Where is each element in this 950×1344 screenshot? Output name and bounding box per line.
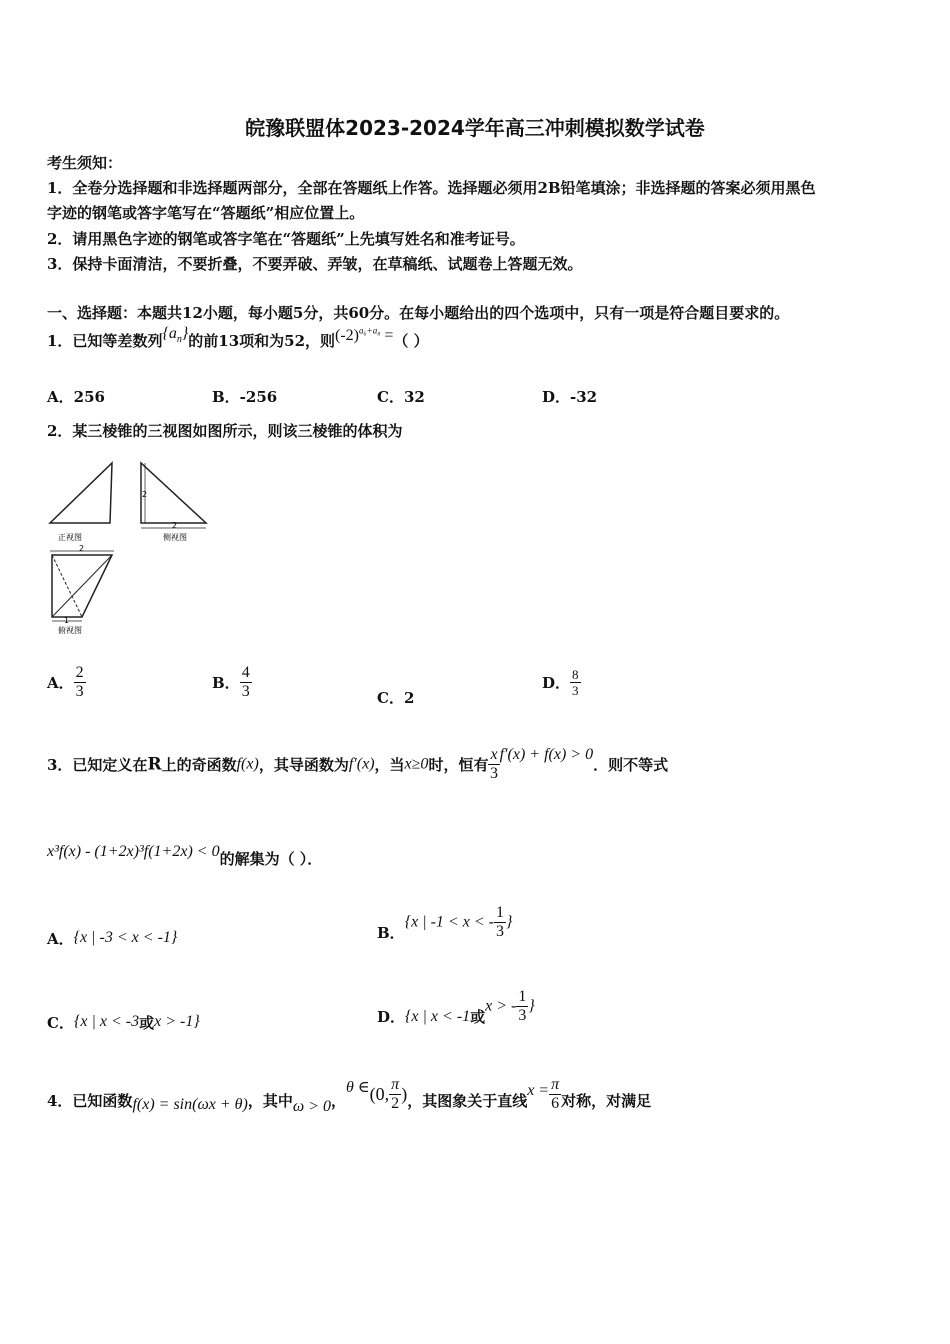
q4-function: f(x) = sin(ωx + θ) — [132, 1095, 248, 1113]
section-heading: 一、选择题：本题共12小题，每小题5分，共60分。在每小题给出的四个选项中，只有一项是符合题目要求的。 — [47, 304, 790, 322]
notice-line-1b: 字迹的钢笔或答字笔写在“答题纸”相应位置上。 — [47, 204, 365, 222]
q4-comma: ， — [330, 1092, 346, 1110]
q2-b-label: B． — [212, 674, 240, 692]
q4-interval-open: (0, — [369, 1084, 390, 1104]
front-view-label: 正视图 — [58, 533, 82, 542]
q3-option-b — [377, 904, 512, 941]
q4-two: 2 — [391, 1095, 400, 1112]
q3-c-part-a: {x | x < -3 — [73, 1013, 140, 1030]
side-view — [141, 463, 206, 542]
q3-condition: x≥0 — [404, 755, 429, 773]
question-2: 2．某三棱锥的三视图如图所示，则该三棱锥的体积为 — [47, 422, 403, 440]
q3-b-den: 3 — [495, 923, 504, 940]
q3-b-label: B． — [377, 924, 405, 942]
q1-exponent: a₆+a₈ — [359, 325, 381, 336]
q3-text-4: ，当 — [374, 756, 405, 774]
q2-d-label: D． — [542, 674, 571, 692]
top-view — [50, 544, 114, 635]
q3-b-post: } — [505, 913, 513, 931]
q3-d-post: } — [528, 997, 535, 1015]
q4-text-4: 对称，对满足 — [561, 1092, 652, 1110]
q3-c-part-b: x > -1} — [154, 1013, 200, 1030]
side-view-label: 侧视图 — [163, 533, 187, 542]
q3-b-pre: {x | -1 < x < - — [404, 913, 494, 931]
q3-text-2: 上的奇函数 — [161, 756, 237, 774]
q3-a-value: {x | -3 < x < -1} — [73, 929, 178, 946]
q3-text-5: 时，恒有 — [428, 756, 489, 774]
q2-d-num: 8 — [572, 667, 579, 682]
q1-option-a: A．256 — [47, 388, 105, 406]
side-view-height: 2 — [142, 490, 148, 499]
q1-equals: = — [384, 327, 394, 344]
q1-expression — [335, 327, 393, 344]
q2-a-num: 2 — [75, 664, 84, 681]
q3-option-a — [47, 928, 177, 949]
q3-d-num: 1 — [518, 988, 527, 1005]
side-view-width: 2 — [172, 521, 178, 530]
q1-seq-sub: n — [176, 334, 182, 346]
notice-line-1: 1．全卷分选择题和非选择题两部分，全部在答题纸上作答。选择题必须用2B铅笔填涂；非选择题的答案必须用黑色 — [47, 179, 816, 197]
q4-text-3: ，其图象关于直线 — [407, 1092, 528, 1110]
q3-d-fraction — [516, 988, 528, 1025]
q3-b-num: 1 — [495, 904, 504, 921]
q2-a-label: A． — [47, 674, 74, 692]
q4-text-2: ，其中 — [247, 1092, 293, 1110]
notice-line-2: 2．请用黑色字迹的钢笔或答字笔在“答题纸”上先填写姓名和准考证号。 — [47, 230, 525, 248]
q2-b-den: 3 — [241, 683, 250, 700]
q3-c-label: C． — [47, 1014, 74, 1032]
q2-d-fraction — [570, 667, 581, 698]
q3-d-part-a: {x | x < -1 — [405, 1007, 471, 1025]
notice-heading: 考生须知： — [47, 154, 123, 172]
q3-fx: f(x) — [236, 755, 259, 773]
q4-pi-over-6 — [549, 1076, 561, 1113]
q3-d-part-b: x > - — [485, 997, 517, 1015]
top-view-label: 俯视图 — [58, 626, 82, 635]
q3-option-d — [377, 988, 535, 1025]
q3-fraction — [488, 746, 499, 783]
q2-option-c: C．2 — [377, 689, 415, 707]
q1-option-c: C．32 — [377, 388, 425, 406]
q1-seq-open: {a — [162, 325, 177, 342]
question-4 — [47, 1076, 651, 1113]
q2-option-b — [212, 664, 252, 701]
q2-b-num: 4 — [241, 664, 250, 681]
q3-text-1: 3．已知定义在 — [47, 756, 148, 774]
q4-pi-over-2 — [389, 1076, 401, 1113]
q2-option-a — [47, 664, 86, 701]
q3-text-6: ．则不等式 — [593, 756, 669, 774]
q3-inequality: f′(x) + f(x) > 0 — [499, 745, 594, 763]
q2-a-den: 3 — [75, 683, 84, 700]
q1-text-3: （ ） — [393, 332, 429, 350]
q3-b-fraction — [494, 904, 506, 941]
q1-text-2: 的前13项和为52，则 — [188, 332, 336, 350]
q3-d-or: 或 — [470, 1008, 486, 1026]
q1-text-1: 1．已知等差数列 — [47, 332, 163, 350]
q4-omega: ω > 0 — [292, 1097, 331, 1115]
q3-r: R — [147, 754, 162, 775]
q2-b-fraction — [240, 664, 252, 701]
q3-text-3: ，其导函数为 — [258, 756, 349, 774]
q3-c-or: 或 — [139, 1014, 155, 1032]
q4-theta: θ ∈ — [345, 1078, 370, 1096]
q2-a-fraction — [74, 664, 86, 701]
q1-base: (-2) — [335, 327, 359, 344]
q4-pi-2: π — [551, 1076, 560, 1093]
page-title: 皖豫联盟体2023-2024学年高三冲刺模拟数学试卷 — [245, 116, 705, 140]
q3-d-label: D． — [377, 1008, 406, 1026]
q4-six: 6 — [551, 1095, 560, 1112]
q3-frac-num: x — [490, 746, 498, 763]
notice-line-3: 3．保持卡面清洁，不要折叠，不要弄破、弄皱，在草稿纸、试题卷上答题无效。 — [47, 255, 583, 273]
q4-text-1: 4．已知函数 — [47, 1092, 133, 1110]
top-view-bottom: 1 — [64, 616, 70, 625]
q4-pi: π — [391, 1076, 400, 1093]
q4-x-equals: x = — [527, 1081, 550, 1099]
top-view-width: 2 — [79, 544, 85, 553]
q4-interval-close: ) — [401, 1084, 408, 1104]
q3-d-den: 3 — [518, 1007, 527, 1024]
q3-option-c — [47, 1012, 200, 1033]
q2-d-den: 3 — [572, 683, 579, 698]
q1-option-b: B．-256 — [212, 388, 278, 406]
q1-sequence — [162, 325, 189, 346]
question-1 — [47, 325, 429, 353]
q1-option-d: D．-32 — [542, 388, 598, 406]
q3-fprime: f′(x) — [348, 755, 375, 773]
front-view — [50, 463, 112, 542]
question-3 — [47, 746, 668, 783]
q3-line-2 — [47, 843, 323, 869]
q3-inequality-2: x³f(x) - (1+2x)³f(1+2x) < 0 — [47, 843, 220, 860]
q3-a-label: A． — [47, 930, 74, 948]
q3-text-7: 的解集为（ ）． — [219, 850, 323, 868]
three-view-figure — [44, 455, 219, 640]
q1-seq-close: } — [181, 325, 189, 342]
q2-option-d — [542, 667, 581, 698]
q3-frac-den: 3 — [490, 765, 498, 782]
